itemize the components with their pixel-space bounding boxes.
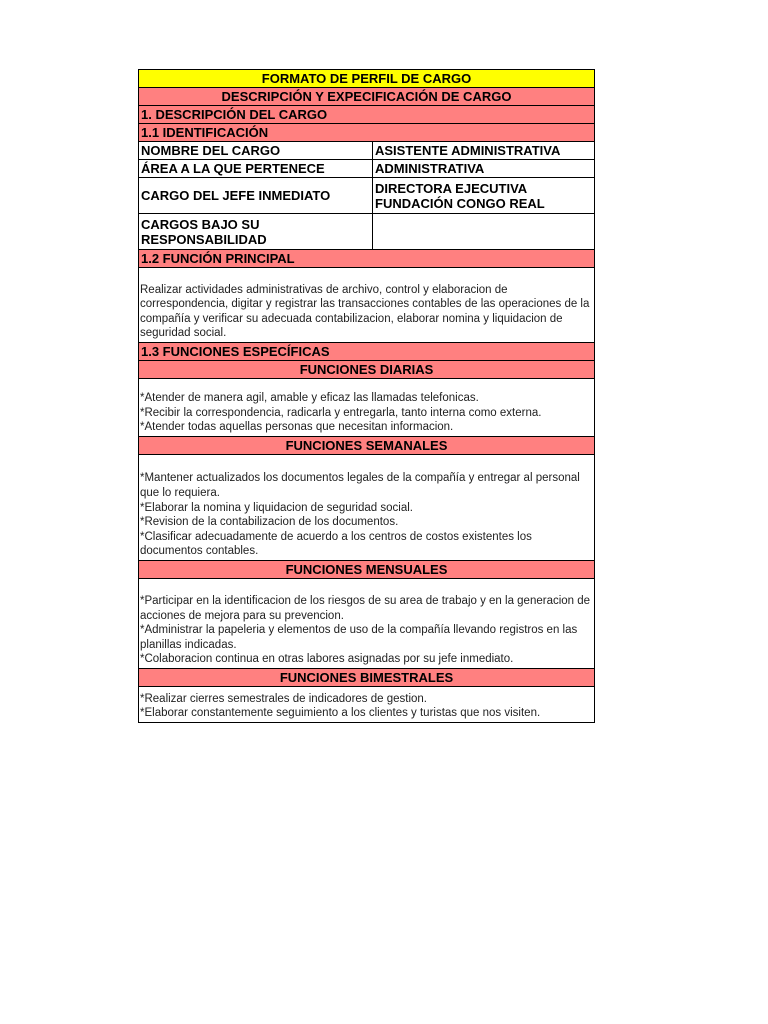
cargos-bajo-label-line1: CARGOS BAJO SU [141, 216, 260, 232]
list-item: *Mantener actualizados los documentos legales de la compañía y entregar al personal que lo requiera. [140, 472, 580, 500]
sheet-subtitle: DESCRIPCIÓN Y EXPECIFICACIÓN DE CARGO [139, 88, 595, 106]
cargos-bajo-label-line2: RESPONSABILIDAD [141, 231, 267, 247]
cargos-bajo-label [139, 214, 373, 250]
funciones-mensuales-list [139, 579, 595, 669]
list-item: *Recibir la correspondencia, radicarla y entregarla, tanto interna como externa. [140, 406, 542, 419]
jefe-inmediato-value [373, 178, 595, 214]
jefe-inmediato-label: CARGO DEL JEFE INMEDIATO [139, 178, 373, 214]
list-item: *Elaborar constantemente seguimiento a los clientes y turistas que nos visiten. [140, 707, 541, 720]
funciones-especificas-heading: 1.3 FUNCIONES ESPECÍFICAS [139, 343, 595, 361]
funciones-semanales-list [139, 455, 595, 561]
list-item: *Elaborar la nomina y liquidacion de seguridad social. [140, 501, 413, 514]
funcion-principal-text: Realizar actividades administrativas de archivo, control y elaboracion de correspondencia, digitar y registrar las transacciones contables de las operaciones de la compañía y verificar su adecuada contabilizacion, elaborar nomina y liquidacion de seguridad social. [139, 268, 595, 343]
area-value: ADMINISTRATIVA [373, 160, 595, 178]
list-item: *Administrar la papeleria y elementos de uso de la compañía llevando registros en las planillas indicadas. [140, 624, 578, 651]
funciones-mensuales-heading: FUNCIONES MENSUALES [139, 561, 595, 579]
funciones-diarias-heading: FUNCIONES DIARIAS [139, 361, 595, 379]
list-item: *Atender todas aquellas personas que necesitan informacion. [140, 421, 454, 434]
section-descripcion-heading: 1. DESCRIPCIÓN DEL CARGO [139, 106, 595, 124]
list-item: *Realizar cierres semestrales de indicadores de gestion. [140, 692, 428, 705]
job-profile-sheet [138, 69, 595, 723]
list-item: *Clasificar adecuadamente de acuerdo a los centros de costos existentes los documentos contables. [140, 530, 532, 558]
jefe-inmediato-value-line1: DIRECTORA EJECUTIVA [375, 180, 528, 196]
funcion-principal-heading: 1.2 FUNCIÓN PRINCIPAL [139, 250, 595, 268]
area-label: ÁREA A LA QUE PERTENECE [139, 160, 373, 178]
sheet-title: FORMATO DE PERFIL DE CARGO [139, 70, 595, 88]
funciones-bimestrales-list [139, 687, 595, 723]
list-item: *Revision de la contabilizacion de los documentos. [140, 516, 399, 529]
jefe-inmediato-value-line2: FUNDACIÓN CONGO REAL [375, 195, 545, 211]
list-item: *Colaboracion continua en otras labores asignadas por su jefe inmediato. [140, 653, 514, 666]
nombre-cargo-value: ASISTENTE ADMINISTRATIVA [373, 142, 595, 160]
funciones-semanales-heading: FUNCIONES SEMANALES [139, 437, 595, 455]
cargos-bajo-value [373, 214, 595, 250]
list-item: *Atender de manera agil, amable y eficaz las llamadas telefonicas. [140, 392, 479, 405]
section-identificacion-heading: 1.1 IDENTIFICACIÓN [139, 124, 595, 142]
funciones-diarias-list [139, 379, 595, 437]
nombre-cargo-label: NOMBRE DEL CARGO [139, 142, 373, 160]
list-item: *Participar en la identificacion de los riesgos de su area de trabajo y en la generacion de acciones de mejora para su prevencion. [140, 595, 591, 622]
funciones-bimestrales-heading: FUNCIONES BIMESTRALES [139, 669, 595, 687]
